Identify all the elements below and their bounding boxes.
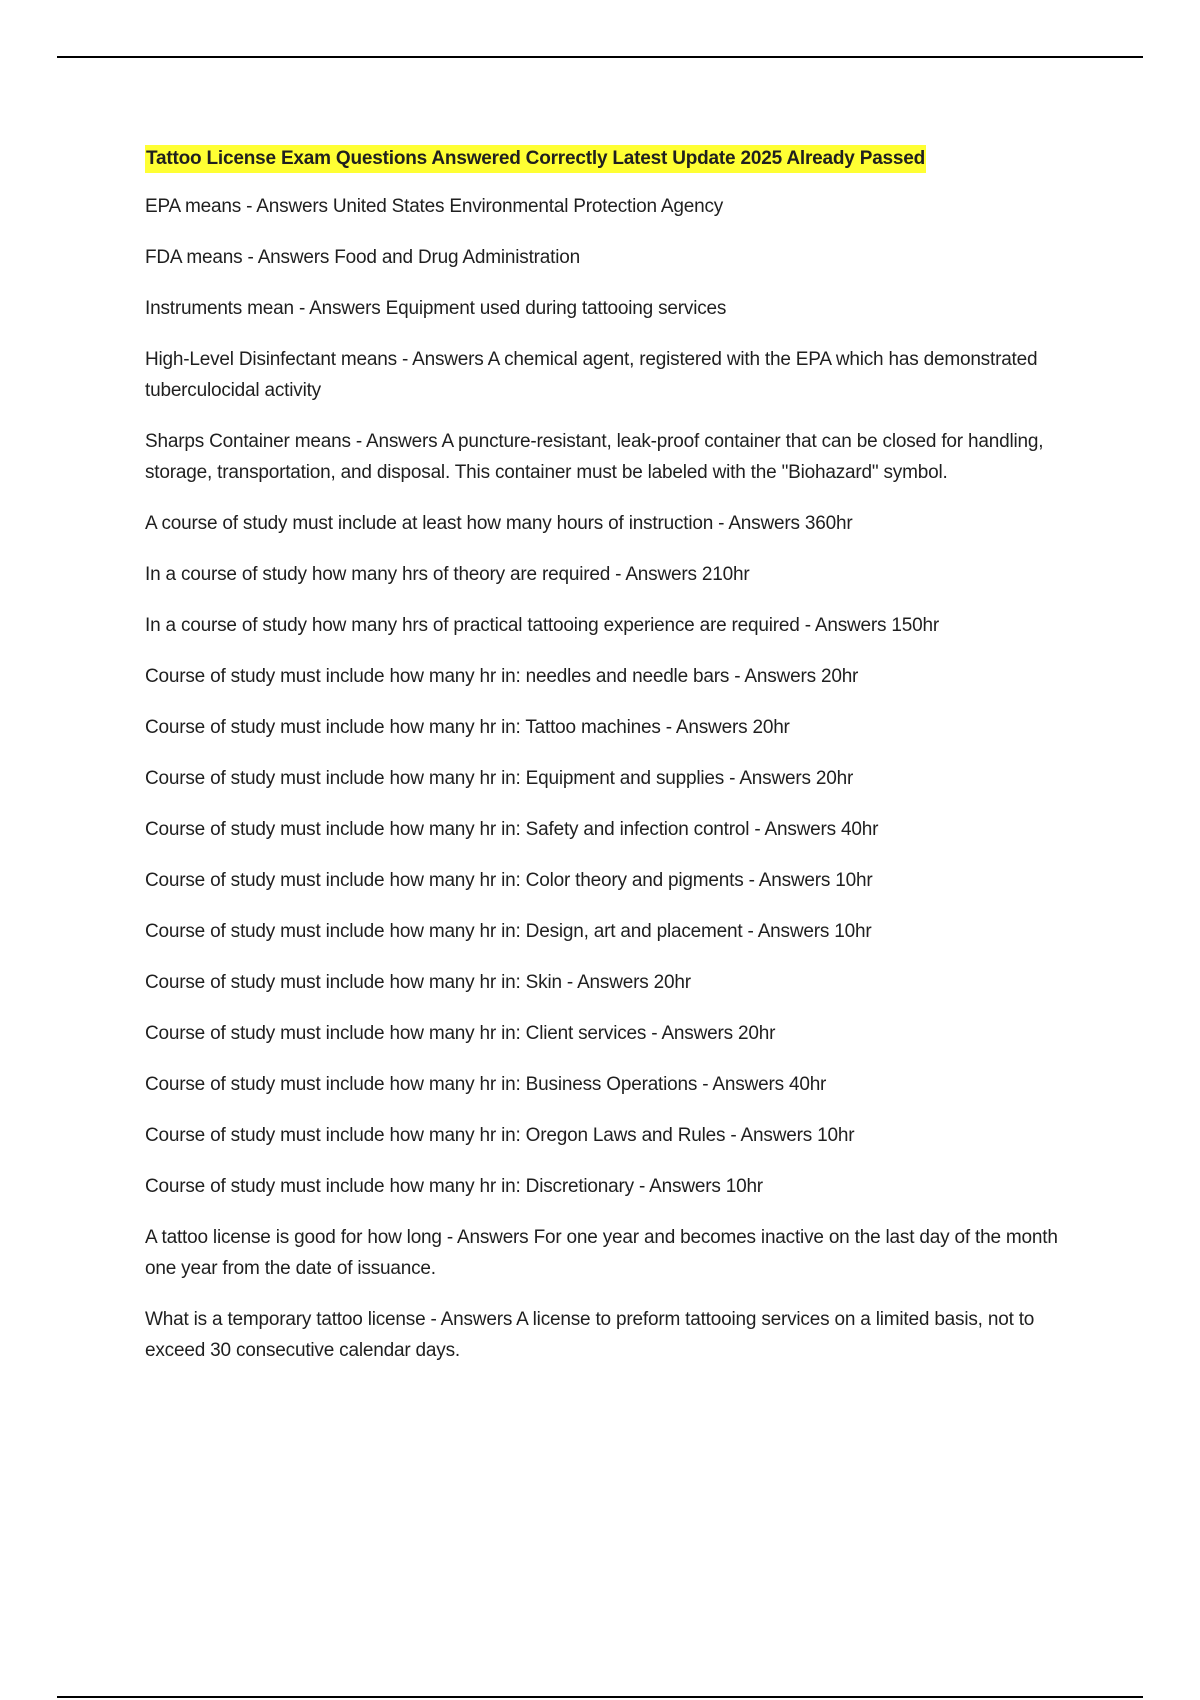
qa-entry: FDA means - Answers Food and Drug Administration [145, 247, 580, 268]
qa-entry: Course of study must include how many hr in: Tattoo machines - Answers 20hr [145, 717, 790, 738]
qa-entry: High-Level Disinfectant means - Answers A chemical agent, registered with the EPA which has demonstrated tuberculocidal activity [145, 349, 1038, 401]
qa-list [145, 191, 1085, 1366]
qa-entry: Instruments mean - Answers Equipment used during tattooing services [145, 298, 727, 319]
qa-entry: Course of study must include how many hr in: Client services - Answers 20hr [145, 1023, 776, 1044]
qa-entry: Course of study must include how many hr in: Skin - Answers 20hr [145, 972, 691, 993]
qa-entry: Course of study must include how many hr in: Design, art and placement - Answers 10hr [145, 921, 872, 942]
document-body [145, 145, 1085, 1386]
qa-entry: What is a temporary tattoo license - Answers A license to preform tattooing services on a limited basis, not to exceed 30 consecutive calendar days. [145, 1309, 1035, 1361]
qa-entry: A tattoo license is good for how long - Answers For one year and becomes inactive on the last day of the month one year from the date of issuance. [145, 1227, 1058, 1279]
header-rule [57, 56, 1143, 58]
footer-rule [57, 1696, 1143, 1698]
qa-entry: In a course of study how many hrs of practical tattooing experience are required - Answers 150hr [145, 615, 940, 636]
qa-entry: Course of study must include how many hr in: needles and needle bars - Answers 20hr [145, 666, 859, 687]
qa-entry: EPA means - Answers United States Environmental Protection Agency [145, 196, 724, 217]
qa-entry: Course of study must include how many hr in: Discretionary - Answers 10hr [145, 1176, 763, 1197]
qa-entry: Course of study must include how many hr in: Safety and infection control - Answers 40hr [145, 819, 879, 840]
qa-entry: Sharps Container means - Answers A puncture-resistant, leak-proof container that can be closed for handling, storage, transportation, and disposal. This container must be labeled with the "Biohazard" symbol. [145, 431, 1044, 483]
qa-entry: A course of study must include at least how many hours of instruction - Answers 360hr [145, 513, 853, 534]
qa-entry: Course of study must include how many hr in: Business Operations - Answers 40hr [145, 1074, 827, 1095]
qa-entry: Course of study must include how many hr in: Oregon Laws and Rules - Answers 10hr [145, 1125, 855, 1146]
document-title: Tattoo License Exam Questions Answered Correctly Latest Update 2025 Already Passed [145, 145, 926, 173]
qa-entry: Course of study must include how many hr in: Equipment and supplies - Answers 20hr [145, 768, 854, 789]
qa-entry: Course of study must include how many hr in: Color theory and pigments - Answers 10hr [145, 870, 873, 891]
qa-entry: In a course of study how many hrs of theory are required - Answers 210hr [145, 564, 750, 585]
